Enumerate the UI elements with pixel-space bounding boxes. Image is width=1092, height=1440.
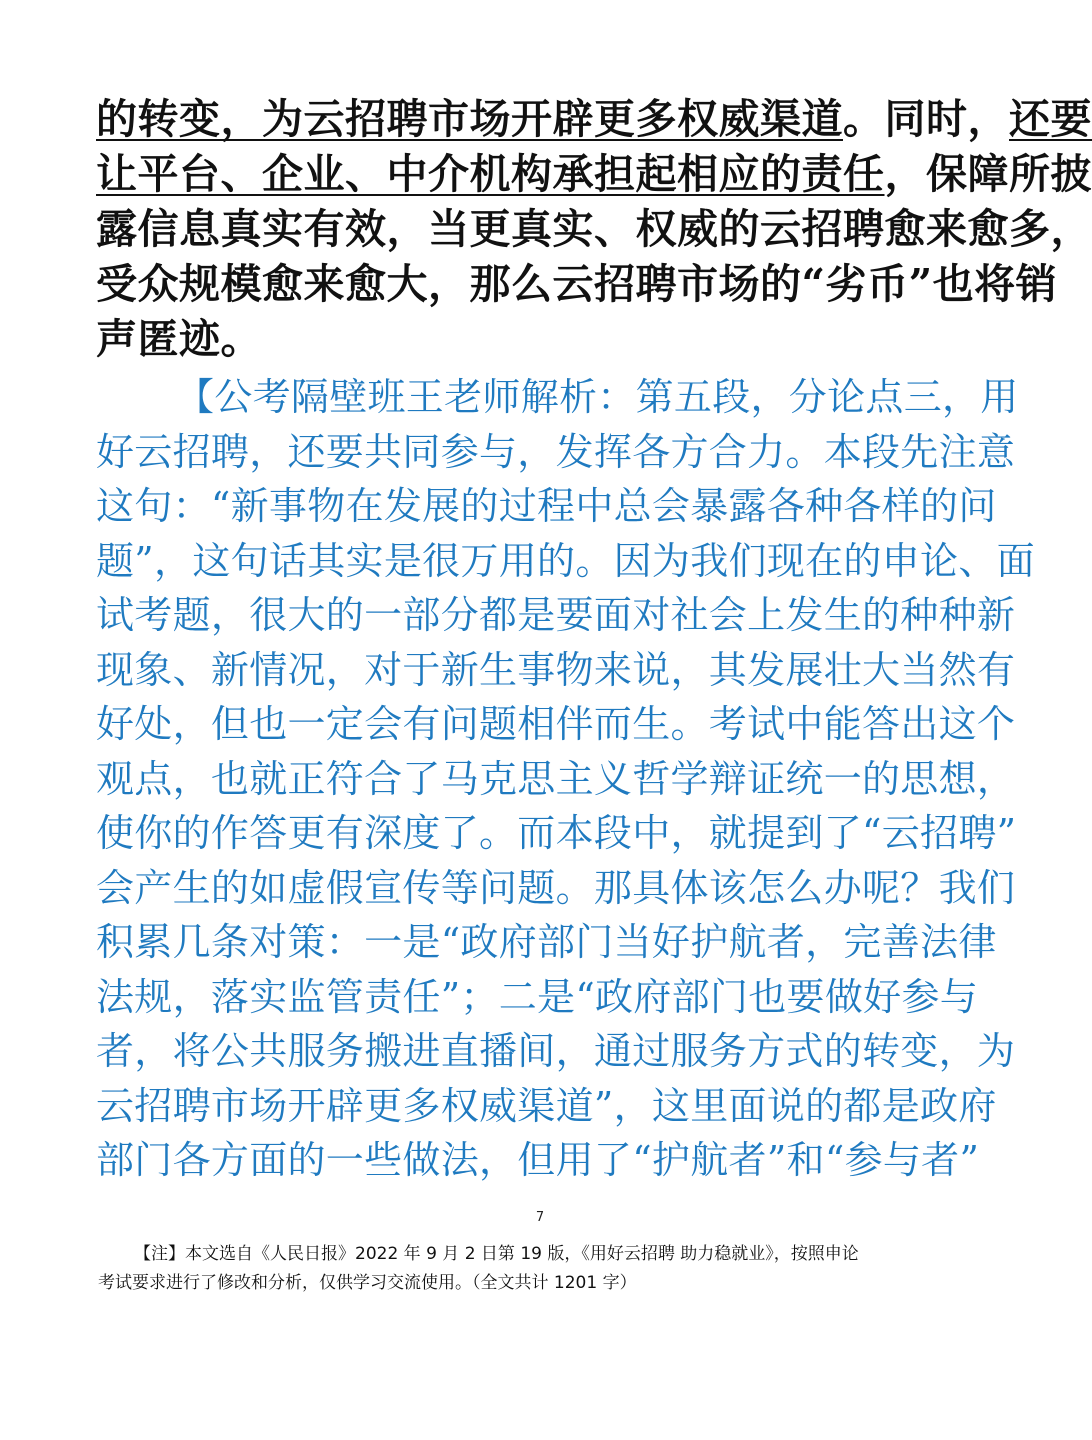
footnote-line-1: 【注】本文选自《人民日报》2022 年 9 月 2 日第 19 版，《用好云招聘 助力稳就业》，按照申论 — [134, 1244, 859, 1264]
analysis-line: 观点，也就正符合了马克思主义哲学辩证统一的思想， — [96, 756, 1016, 801]
analysis-line: 这句：“新事物在发展的过程中总会暴露各种各样的问 — [96, 484, 997, 528]
analysis-paragraph — [96, 370, 1035, 1188]
body-line-3: 露信息真实有效，当更真实、权威的云招聘愈来愈多， — [96, 205, 1092, 253]
analysis-line: 云招聘市场开辟更多权威渠道”，这里面说的都是政府 — [96, 1083, 997, 1128]
underlined-text: 的转变，为云招聘市场开辟更多权威渠道 — [96, 95, 843, 143]
footnote-line-2: 考试要求进行了修改和分析，仅供学习交流使用。（全文共计 1201 字） — [98, 1273, 637, 1293]
analysis-line: 现象、新情况，对于新生事物来说，其发展壮大当然有 — [96, 647, 1016, 692]
plain-text: 。同时， — [843, 95, 1009, 143]
body-line-1 — [96, 92, 1092, 147]
analysis-line: 法规，落实监管责任”；二是“政府部门也要做好参与 — [96, 974, 979, 1019]
analysis-line: 积累几条对策：一是“政府部门当好护航者，完善法律 — [96, 920, 997, 964]
footnote — [98, 1240, 988, 1298]
body-paragraph — [96, 92, 1092, 367]
body-line-5: 声匿迹。 — [96, 315, 262, 363]
underlined-text: 让平台、企业、中介机构承担起相应的责任 — [96, 150, 885, 198]
page-number: 7 — [535, 1210, 545, 1225]
analysis-line: 使你的作答更有深度了。而本段中，就提到了“云招聘” — [96, 811, 1017, 855]
analysis-line: 者，将公共服务搬进直播间，通过服务方式的转变，为 — [96, 1029, 1016, 1073]
analysis-line: 题”，这句话其实是很万用的。因为我们现在的申论、面 — [96, 538, 1035, 583]
analysis-line: 部门各方面的一些做法，但用了“护航者”和“参与者” — [96, 1138, 980, 1182]
analysis-line: 试考题，很大的一部分都是要面对社会上发生的种种新 — [96, 593, 1016, 637]
body-line-2 — [96, 147, 1092, 202]
analysis-line: 好云招聘，还要共同参与，发挥各方合力。本段先注意 — [96, 429, 1016, 474]
underlined-text: 还要 — [1009, 95, 1092, 143]
plain-text: ，保障所披 — [884, 150, 1092, 198]
analysis-line: 好处，但也一定会有问题相伴而生。考试中能答出这个 — [96, 702, 1016, 746]
analysis-line: 【公考隔壁班王老师解析：第五段，分论点三，用 — [176, 375, 1019, 419]
analysis-line: 会产生的如虚假宣传等问题。那具体该怎么办呢？我们 — [96, 865, 1016, 910]
body-line-4: 受众规模愈来愈大，那么云招聘市场的“劣币”也将销 — [96, 260, 1058, 308]
